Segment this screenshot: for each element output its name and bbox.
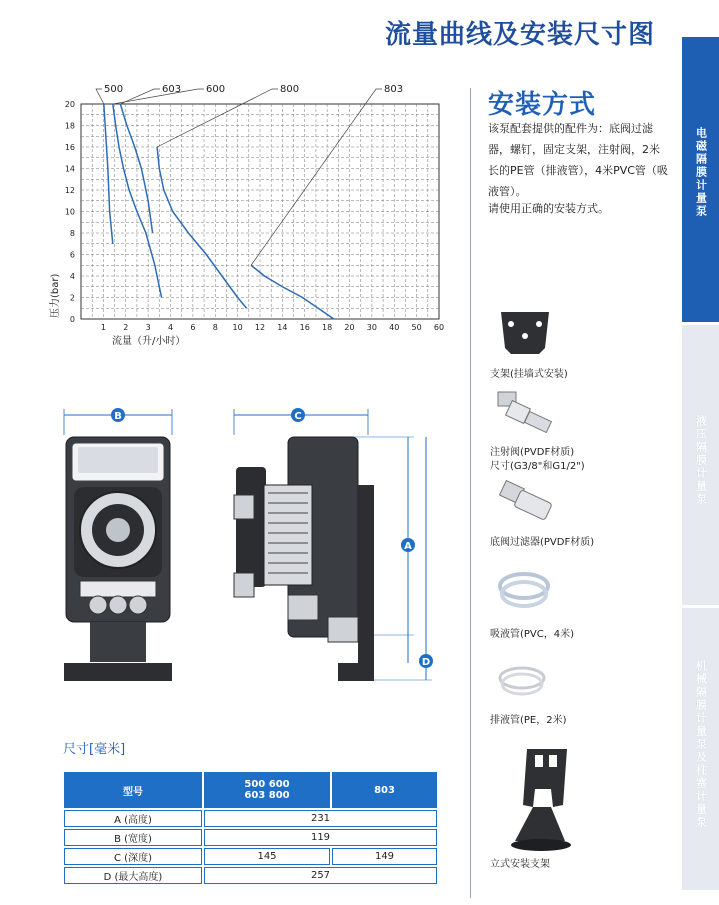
y-axis-label: 压力(bar) (50, 273, 61, 318)
side-tab-label: 机械隔膜计量泵及柱塞计量泵 (694, 660, 708, 829)
table-row (64, 848, 437, 865)
y-tick-label: 0 (69, 315, 75, 324)
page-title: 流量曲线及安装尺寸图 (384, 20, 655, 50)
x-tick-label: 3 (145, 323, 151, 332)
callout-line (251, 89, 382, 265)
install-note: 请使用正确的安装方式。 (488, 202, 609, 215)
table-row (64, 867, 437, 884)
accessory-label: 注射阀(PVDF材质) (490, 447, 575, 458)
series-label: 500 (104, 84, 124, 95)
y-tick-label: 6 (69, 250, 75, 260)
y-tick-label: 16 (64, 143, 75, 152)
dimension-c-label: C (294, 411, 302, 422)
x-tick-label: 14 (277, 323, 288, 332)
column-divider (470, 88, 471, 898)
injection-valve-image (492, 388, 562, 440)
dimension-a-label: A (404, 541, 412, 552)
x-tick-label: 50 (411, 323, 422, 332)
x-tick-label: 60 (433, 323, 445, 332)
floor-stand-image (505, 745, 575, 855)
accessory-label: 立式安装支架 (490, 859, 550, 870)
y-tick-label: 8 (69, 229, 75, 238)
y-tick-label: 2 (69, 293, 75, 303)
x-tick-labels (101, 323, 444, 332)
wall-bracket-image (495, 310, 555, 358)
side-tab-label: 电磁隔膜计量泵 (694, 127, 708, 218)
x-tick-label: 10 (232, 323, 243, 332)
flow-curve-chart (40, 78, 460, 353)
series-label: 603 (162, 84, 182, 95)
x-tick-label: 16 (299, 323, 310, 332)
header-group1-line2: 603 800 (244, 790, 290, 801)
y-tick-label: 4 (69, 272, 75, 281)
y-tick-labels (65, 100, 75, 324)
side-tab-mechanical[interactable] (682, 608, 719, 890)
x-tick-label: 12 (254, 323, 266, 332)
y-tick-label: 14 (64, 164, 75, 174)
dimensions-table (62, 770, 439, 886)
accessory-label: 排液管(PE，2米) (490, 715, 567, 726)
row-value: 149 (332, 848, 437, 865)
dimension-d-label: D (421, 657, 431, 668)
x-axis-label: 流量（升/小时） (112, 336, 186, 347)
x-tick-label: 40 (389, 323, 400, 332)
side-tab-electromagnetic[interactable] (682, 37, 719, 322)
header-model: 型号 (64, 772, 202, 808)
install-description: 该泵配套提供的配件为：底阀过滤器，螺钉，固定支架，注射阀，2米长的PE管（排液管），4米PVC管（吸液管）。 (488, 122, 668, 198)
chart-grid (81, 104, 439, 319)
y-tick-label: 10 (64, 207, 75, 217)
callout-line (113, 89, 204, 104)
x-tick-label: 18 (322, 323, 333, 332)
suction-tube-image (494, 566, 554, 618)
curve-500 (104, 104, 113, 244)
series-label: 800 (280, 84, 300, 95)
pump-front-view (52, 405, 182, 690)
header-group2: 803 (332, 772, 437, 808)
y-tick-label: 18 (64, 121, 75, 131)
x-tick-label: 4 (167, 323, 174, 332)
side-tab-hydraulic[interactable] (682, 325, 719, 605)
pump-side-view (228, 405, 438, 690)
table-row (64, 829, 437, 846)
foot-valve-filter-image (492, 478, 562, 530)
discharge-tube-image (494, 658, 554, 704)
chart-curves (96, 84, 403, 319)
row-value: 231 (204, 810, 437, 827)
y-tick-label: 20 (64, 100, 75, 109)
row-label: B (宽度) (64, 829, 202, 846)
row-label: A (高度) (64, 810, 202, 827)
series-label: 600 (206, 84, 226, 95)
accessory-label: 吸液管(PVC，4米) (490, 629, 575, 640)
header-group1 (204, 772, 330, 808)
x-tick-label: 1 (100, 323, 106, 332)
row-label: C (深度) (64, 848, 202, 865)
table-row (64, 810, 437, 827)
curve-803 (251, 265, 334, 319)
accessory-label: 底阀过滤器(PVDF材质) (490, 537, 595, 548)
x-tick-label: 6 (190, 323, 196, 332)
row-value: 145 (204, 848, 330, 865)
dimensions-title: 尺寸[毫米] (63, 742, 126, 757)
dimension-b-label: B (114, 411, 122, 422)
y-tick-label: 12 (64, 186, 75, 195)
x-tick-label: 30 (366, 323, 377, 332)
accessory-label: 支架(挂墙式安装) (490, 369, 568, 380)
x-tick-label: 20 (344, 323, 355, 332)
install-title: 安装方式 (488, 90, 597, 120)
row-label: D (最大高度) (64, 867, 202, 884)
accessory-label: 尺寸(G3/8"和G1/2") (490, 461, 585, 472)
series-label: 803 (384, 84, 404, 95)
header-group1-line1: 500 600 (244, 779, 290, 790)
x-tick-label: 8 (212, 323, 218, 332)
callout-line (96, 89, 104, 104)
row-value: 119 (204, 829, 437, 846)
side-tab-label: 液压隔膜计量泵 (694, 415, 708, 506)
row-value: 257 (204, 867, 437, 884)
callout-line (157, 89, 278, 147)
x-tick-label: 2 (123, 323, 129, 332)
